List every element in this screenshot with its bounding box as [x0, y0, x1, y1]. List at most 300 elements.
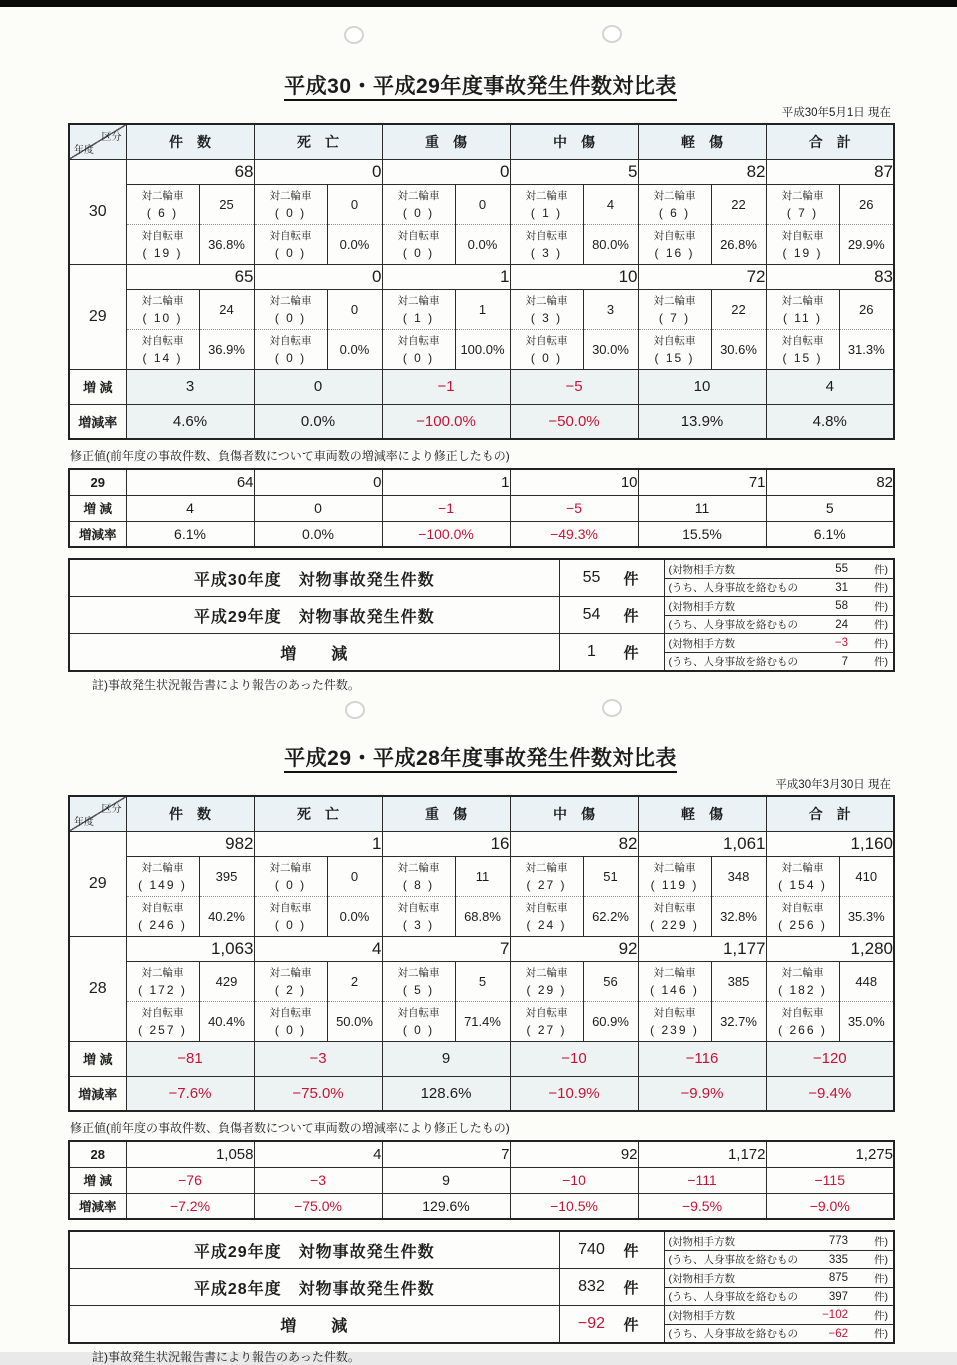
jinshin-label: (うち、人身事故を絡むもの [668, 1328, 798, 1340]
jitensha-value: 40.4% [199, 1001, 254, 1041]
corner-label-nendo: 年度 [74, 144, 94, 156]
jitensha-paren-value: ( 0 ) [402, 351, 435, 365]
nirin-value: 51 [583, 856, 638, 896]
footer-note: 註)事故発生状況報告書により報告のあった件数。 [92, 1350, 360, 1364]
nirin-paren-value: ( 7 ) [658, 311, 691, 325]
nirin-paren-value: ( 154 ) [778, 878, 827, 892]
jitensha-value: 71.4% [455, 1001, 510, 1041]
zogenritsu-value: −100.0% [382, 404, 510, 439]
count-unit: 件 [623, 1316, 639, 1334]
zogen-row-label: 増 減 [69, 369, 126, 404]
zogenritsu-value: 13.9% [638, 404, 766, 439]
zogenritsu-row-label: 増減率 [69, 404, 126, 439]
year-category-corner-cell [69, 796, 126, 831]
jinshin-label: (うち、人身事故を絡むもの [668, 1291, 798, 1303]
nirin-label-cell [638, 289, 711, 329]
property-damage-count-cell [559, 559, 664, 597]
nirin-paren-value: ( 27 ) [526, 878, 567, 892]
property-damage-count-wrap [560, 605, 664, 626]
jinshin-detail-row [665, 615, 894, 633]
detail-unit: 件) [874, 1291, 888, 1303]
nirin-label: 対二輪車 [781, 862, 824, 874]
total-count-cell: 0 [254, 159, 382, 184]
nirin-paren-value: ( 10 ) [142, 311, 183, 325]
jitensha-paren-value: ( 0 ) [274, 1023, 307, 1037]
correction-zogenritsu-value: −9.0% [766, 1193, 894, 1219]
footer-note: 註)事故発生状況報告書により報告のあった件数。 [92, 678, 360, 692]
jitensha-paren-value: ( 229 ) [650, 918, 699, 932]
nirin-paren-value: ( 1 ) [530, 206, 563, 220]
correction-total-cell: 7 [382, 1141, 510, 1167]
jitensha-value: 29.9% [839, 224, 894, 264]
correction-note: 修正値(前年度の事故件数、負傷者数について車両数の増減率により修正したもの) [70, 1121, 510, 1135]
jitensha-label-cell [126, 1001, 199, 1041]
property-damage-row-label: 平成28年度 対物事故発生件数 [69, 1269, 559, 1306]
jitensha-paren-value: ( 0 ) [402, 246, 435, 260]
total-count-cell: 1,280 [766, 936, 894, 961]
correction-zogen-value: 11 [638, 495, 766, 521]
nirin-label: 対二輪車 [525, 862, 568, 874]
jitensha-label-cell [254, 329, 327, 369]
zogen-value: −5 [510, 369, 638, 404]
nirin-paren-value: ( 1 ) [402, 311, 435, 325]
aite-value: 55 [835, 563, 848, 575]
correction-total-cell: 82 [766, 469, 894, 495]
jinshin-detail-row [665, 1250, 894, 1268]
nirin-label: 対二輪車 [269, 190, 312, 202]
report-h29-h28 [68, 742, 893, 1365]
punch-hole [345, 701, 365, 719]
nirin-value: 24 [199, 289, 254, 329]
zogen-value: 0 [254, 369, 382, 404]
zogenritsu-row-label: 増減率 [69, 1076, 126, 1111]
nirin-label: 対二輪車 [397, 862, 440, 874]
nirin-paren-value: ( 6 ) [146, 206, 179, 220]
zogen-value: 10 [638, 369, 766, 404]
property-damage-row-label: 平成29年度 対物事故発生件数 [69, 597, 559, 634]
detail-unit: 件) [874, 1254, 888, 1266]
accident-comparison-table [68, 795, 895, 1112]
total-count-cell: 982 [126, 831, 254, 856]
nirin-label-cell [510, 289, 583, 329]
nirin-value: 395 [199, 856, 254, 896]
nirin-label: 対二輪車 [525, 295, 568, 307]
nirin-label-cell [254, 856, 327, 896]
jitensha-paren-value: ( 246 ) [138, 918, 187, 932]
property-damage-count-cell [559, 1231, 664, 1269]
nirin-value: 0 [327, 856, 382, 896]
jitensha-value: 36.8% [199, 224, 254, 264]
zogenritsu-value: −75.0% [254, 1076, 382, 1111]
jinshin-value: 31 [835, 581, 848, 594]
property-damage-row-label: 平成29年度 対物事故発生件数 [69, 1231, 559, 1269]
aite-value: −102 [822, 1309, 848, 1321]
jitensha-label-cell [510, 329, 583, 369]
nirin-paren-value: ( 146 ) [650, 983, 699, 997]
punch-hole [344, 26, 364, 44]
jinshin-detail-row [665, 578, 894, 596]
nirin-value: 26 [839, 289, 894, 329]
nirin-label: 対二輪車 [141, 967, 184, 979]
correction-zogenritsu-value: 129.6% [382, 1193, 510, 1219]
total-count-cell: 72 [638, 264, 766, 289]
nirin-value: 11 [455, 856, 510, 896]
jitensha-value: 40.2% [199, 896, 254, 936]
jinshin-label: (うち、人身事故を絡むもの [668, 582, 798, 594]
detail-unit: 件) [874, 563, 888, 576]
jitensha-label: 対自転車 [141, 902, 184, 914]
jitensha-paren-value: ( 15 ) [654, 351, 695, 365]
jitensha-label-cell [766, 224, 839, 264]
nirin-label-cell [766, 961, 839, 1001]
correction-zogenritsu-value: 15.5% [638, 521, 766, 547]
jitensha-label: 対自転車 [269, 335, 312, 347]
total-count-cell: 1,063 [126, 936, 254, 961]
jitensha-paren-value: ( 14 ) [142, 351, 183, 365]
correction-year-cell: 28 [69, 1141, 126, 1167]
property-damage-count: 55 [582, 569, 601, 586]
jitensha-label-cell [382, 329, 455, 369]
jitensha-paren-value: ( 19 ) [142, 246, 183, 260]
nirin-label: 対二輪車 [525, 967, 568, 979]
nirin-paren-value: ( 172 ) [138, 983, 187, 997]
jitensha-value: 32.7% [711, 1001, 766, 1041]
aite-value: 773 [828, 1235, 848, 1247]
year-cell: 29 [69, 264, 126, 369]
jitensha-value: 0.0% [455, 224, 510, 264]
correction-total-cell: 10 [510, 469, 638, 495]
nirin-label-cell [254, 289, 327, 329]
aite-detail-row [665, 634, 894, 652]
corner-label-nendo: 年度 [74, 816, 94, 828]
jitensha-value: 31.3% [839, 329, 894, 369]
nirin-label: 対二輪車 [397, 295, 440, 307]
nirin-value: 22 [711, 184, 766, 224]
jitensha-label: 対自転車 [397, 902, 440, 914]
nirin-label: 対二輪車 [141, 190, 184, 202]
total-count-cell: 68 [126, 159, 254, 184]
total-count-cell: 1,160 [766, 831, 894, 856]
jinshin-label: (うち、人身事故を絡むもの [668, 619, 798, 631]
jitensha-label-cell [510, 224, 583, 264]
jitensha-value: 0.0% [327, 896, 382, 936]
jitensha-label-cell [382, 1001, 455, 1041]
count-unit: 件 [623, 607, 639, 625]
jitensha-label: 対自転車 [141, 230, 184, 242]
property-damage-detail-panel [664, 597, 894, 634]
aite-value: −3 [834, 637, 848, 649]
jinshin-value: 397 [828, 1290, 848, 1303]
correction-zogenritsu-value: −10.5% [510, 1193, 638, 1219]
zogenritsu-value: −7.6% [126, 1076, 254, 1111]
correction-zogen-label: 増 減 [69, 495, 126, 521]
nirin-value: 2 [327, 961, 382, 1001]
zogen-value: −10 [510, 1041, 638, 1076]
nirin-label-cell [638, 184, 711, 224]
correction-total-cell: 1,172 [638, 1141, 766, 1167]
jitensha-label-cell [510, 896, 583, 936]
nirin-label: 対二輪車 [653, 295, 696, 307]
nirin-value: 0 [327, 184, 382, 224]
report-date: 平成30年5月1日 現在 [781, 107, 891, 119]
property-damage-count-cell [559, 597, 664, 634]
aite-detail-row [665, 597, 894, 615]
correction-zogenritsu-value: 0.0% [254, 521, 382, 547]
nirin-label-cell [382, 856, 455, 896]
correction-zogen-value: 4 [126, 495, 254, 521]
corrected-values-table [68, 1140, 895, 1220]
jitensha-label: 対自転車 [525, 902, 568, 914]
count-unit: 件 [623, 1279, 639, 1297]
nirin-value: 1 [455, 289, 510, 329]
nirin-paren-value: ( 7 ) [786, 206, 819, 220]
correction-zogen-value: −1 [382, 495, 510, 521]
correction-zogen-value: −3 [254, 1167, 382, 1193]
year-cell: 30 [69, 159, 126, 264]
jinshin-value: 24 [835, 618, 848, 631]
detail-unit: 件) [874, 1272, 888, 1285]
property-damage-detail-panel [664, 634, 894, 672]
jitensha-paren-value: ( 0 ) [530, 351, 563, 365]
zogenritsu-value: −9.4% [766, 1076, 894, 1111]
nirin-label-cell [638, 856, 711, 896]
jitensha-paren-value: ( 16 ) [654, 246, 695, 260]
zogenritsu-value: 4.8% [766, 404, 894, 439]
correction-total-cell: 71 [638, 469, 766, 495]
count-unit: 件 [623, 644, 639, 662]
jitensha-paren-value: ( 266 ) [778, 1023, 827, 1037]
total-count-cell: 10 [510, 264, 638, 289]
nirin-label-cell [638, 961, 711, 1001]
jitensha-value: 0.0% [327, 329, 382, 369]
correction-total-cell: 92 [510, 1141, 638, 1167]
jitensha-label: 対自転車 [653, 902, 696, 914]
total-count-cell: 4 [254, 936, 382, 961]
property-damage-count-wrap [560, 1240, 664, 1261]
nirin-value: 385 [711, 961, 766, 1001]
property-damage-detail-panel [664, 559, 894, 597]
jitensha-label-cell [766, 1001, 839, 1041]
jinshin-value: 335 [828, 1253, 848, 1266]
detail-unit: 件) [874, 1309, 888, 1322]
property-damage-count: 54 [582, 606, 601, 623]
jitensha-label: 対自転車 [653, 1007, 696, 1019]
jinshin-value: −62 [828, 1327, 848, 1340]
jitensha-value: 35.0% [839, 1001, 894, 1041]
nirin-label: 対二輪車 [397, 190, 440, 202]
nirin-label: 対二輪車 [141, 295, 184, 307]
nirin-label-cell [126, 184, 199, 224]
detail-unit: 件) [874, 1328, 888, 1340]
zogen-value: −3 [254, 1041, 382, 1076]
jitensha-label: 対自転車 [269, 902, 312, 914]
nirin-label: 対二輪車 [269, 295, 312, 307]
jitensha-value: 30.6% [711, 329, 766, 369]
nirin-label: 対二輪車 [653, 967, 696, 979]
nirin-label-cell [766, 184, 839, 224]
correction-zogenritsu-value: 6.1% [766, 521, 894, 547]
correction-zogen-value: 0 [254, 495, 382, 521]
total-count-cell: 82 [638, 159, 766, 184]
jitensha-value: 32.8% [711, 896, 766, 936]
nirin-label-cell [254, 961, 327, 1001]
jitensha-label-cell [126, 224, 199, 264]
nirin-value: 25 [199, 184, 254, 224]
jitensha-paren-value: ( 0 ) [274, 918, 307, 932]
correction-total-cell: 4 [254, 1141, 382, 1167]
correction-zogenritsu-label: 増減率 [69, 1193, 126, 1219]
jitensha-label-cell [638, 1001, 711, 1041]
jitensha-label-cell [766, 329, 839, 369]
property-damage-table [68, 558, 895, 672]
nirin-label-cell [126, 289, 199, 329]
property-damage-detail-panel [664, 1306, 894, 1344]
jinshin-detail-row [665, 1287, 894, 1305]
nirin-label-cell [510, 856, 583, 896]
property-damage-count-wrap [560, 1314, 664, 1335]
nirin-paren-value: ( 6 ) [658, 206, 691, 220]
nirin-paren-value: ( 149 ) [138, 878, 187, 892]
jitensha-value: 100.0% [455, 329, 510, 369]
report-title [68, 70, 893, 100]
total-count-cell: 92 [510, 936, 638, 961]
corner-label-kubun: 区分 [101, 132, 122, 143]
column-header: 軽 傷 [638, 796, 766, 831]
jitensha-paren-value: ( 0 ) [402, 1023, 435, 1037]
nirin-label: 対二輪車 [781, 967, 824, 979]
correction-total-cell: 0 [254, 469, 382, 495]
zogenritsu-value: −10.9% [510, 1076, 638, 1111]
property-damage-count-cell [559, 634, 664, 672]
jitensha-value: 80.0% [583, 224, 638, 264]
detail-unit: 件) [874, 582, 888, 594]
jitensha-paren-value: ( 239 ) [650, 1023, 699, 1037]
corrected-values-table [68, 468, 895, 548]
nirin-paren-value: ( 182 ) [778, 983, 827, 997]
nirin-label-cell [510, 184, 583, 224]
nirin-label-cell [254, 184, 327, 224]
aite-detail-row [665, 1232, 894, 1250]
nirin-paren-value: ( 3 ) [530, 311, 563, 325]
column-header: 件 数 [126, 796, 254, 831]
jitensha-label: 対自転車 [653, 335, 696, 347]
nirin-label: 対二輪車 [653, 862, 696, 874]
nirin-value: 4 [583, 184, 638, 224]
punch-hole [602, 25, 622, 43]
total-count-cell: 1 [382, 264, 510, 289]
year-cell: 28 [69, 936, 126, 1041]
column-header: 合 計 [766, 796, 894, 831]
nirin-paren-value: ( 0 ) [274, 878, 307, 892]
zogenritsu-value: −9.9% [638, 1076, 766, 1111]
jitensha-label: 対自転車 [653, 230, 696, 242]
nirin-label: 対二輪車 [781, 190, 824, 202]
jitensha-paren-value: ( 0 ) [274, 351, 307, 365]
detail-unit: 件) [874, 619, 888, 631]
jitensha-label-cell [126, 329, 199, 369]
year-cell: 29 [69, 831, 126, 936]
nirin-paren-value: ( 0 ) [274, 311, 307, 325]
zogen-value: −1 [382, 369, 510, 404]
jitensha-label: 対自転車 [781, 230, 824, 242]
report-date: 平成30年3月30日 現在 [775, 779, 891, 791]
nirin-label: 対二輪車 [653, 190, 696, 202]
nirin-value: 3 [583, 289, 638, 329]
accident-comparison-table [68, 123, 895, 440]
nirin-label: 対二輪車 [141, 862, 184, 874]
nirin-value: 410 [839, 856, 894, 896]
zogenritsu-value: −50.0% [510, 404, 638, 439]
nirin-label: 対二輪車 [269, 967, 312, 979]
correction-zogen-value: −5 [510, 495, 638, 521]
correction-total-cell: 1 [382, 469, 510, 495]
aite-detail-row [665, 1269, 894, 1287]
nirin-paren-value: ( 2 ) [274, 983, 307, 997]
count-unit: 件 [623, 570, 639, 588]
jitensha-label: 対自転車 [269, 1007, 312, 1019]
correction-zogenritsu-label: 増減率 [69, 521, 126, 547]
zogenritsu-value: 128.6% [382, 1076, 510, 1111]
jitensha-value: 62.2% [583, 896, 638, 936]
jitensha-label-cell [510, 1001, 583, 1041]
punch-hole [602, 699, 622, 717]
correction-zogenritsu-value: −100.0% [382, 521, 510, 547]
jinshin-label: (うち、人身事故を絡むもの [668, 656, 798, 668]
nirin-label-cell [510, 961, 583, 1001]
total-count-cell: 82 [510, 831, 638, 856]
total-count-cell: 5 [510, 159, 638, 184]
aite-label: (対物相手方数 [668, 1272, 735, 1285]
correction-zogenritsu-value: 6.1% [126, 521, 254, 547]
jitensha-value: 35.3% [839, 896, 894, 936]
column-header: 中 傷 [510, 124, 638, 159]
jitensha-label-cell [638, 896, 711, 936]
jitensha-label: 対自転車 [397, 1007, 440, 1019]
property-damage-count: 1 [587, 643, 596, 660]
correction-total-cell: 1,275 [766, 1141, 894, 1167]
property-damage-count-wrap [560, 1277, 664, 1298]
property-damage-detail-panel [664, 1269, 894, 1306]
nirin-paren-value: ( 29 ) [526, 983, 567, 997]
correction-zogen-value: −115 [766, 1167, 894, 1193]
jitensha-paren-value: ( 27 ) [526, 1023, 567, 1037]
jitensha-paren-value: ( 3 ) [530, 246, 563, 260]
nirin-paren-value: ( 0 ) [402, 206, 435, 220]
property-damage-count: −92 [577, 1315, 606, 1332]
zogen-value: 4 [766, 369, 894, 404]
jitensha-label: 対自転車 [525, 230, 568, 242]
jitensha-label-cell [254, 1001, 327, 1041]
jitensha-paren-value: ( 256 ) [778, 918, 827, 932]
correction-zogen-value: 9 [382, 1167, 510, 1193]
aite-value: 58 [835, 600, 848, 612]
jitensha-label-cell [382, 896, 455, 936]
nirin-label: 対二輪車 [525, 190, 568, 202]
property-damage-row-label: 平成30年度 対物事故発生件数 [69, 559, 559, 597]
jitensha-label-cell [254, 224, 327, 264]
corner-label-kubun: 区分 [101, 804, 122, 815]
detail-unit: 件) [874, 656, 888, 668]
correction-zogenritsu-value: −49.3% [510, 521, 638, 547]
jitensha-label: 対自転車 [781, 335, 824, 347]
jitensha-paren-value: ( 0 ) [274, 246, 307, 260]
jitensha-label: 対自転車 [141, 335, 184, 347]
nirin-value: 5 [455, 961, 510, 1001]
scan-edge-artifact [0, 0, 957, 7]
column-header: 中 傷 [510, 796, 638, 831]
zogen-value: −81 [126, 1041, 254, 1076]
aite-label: (対物相手方数 [668, 637, 735, 650]
